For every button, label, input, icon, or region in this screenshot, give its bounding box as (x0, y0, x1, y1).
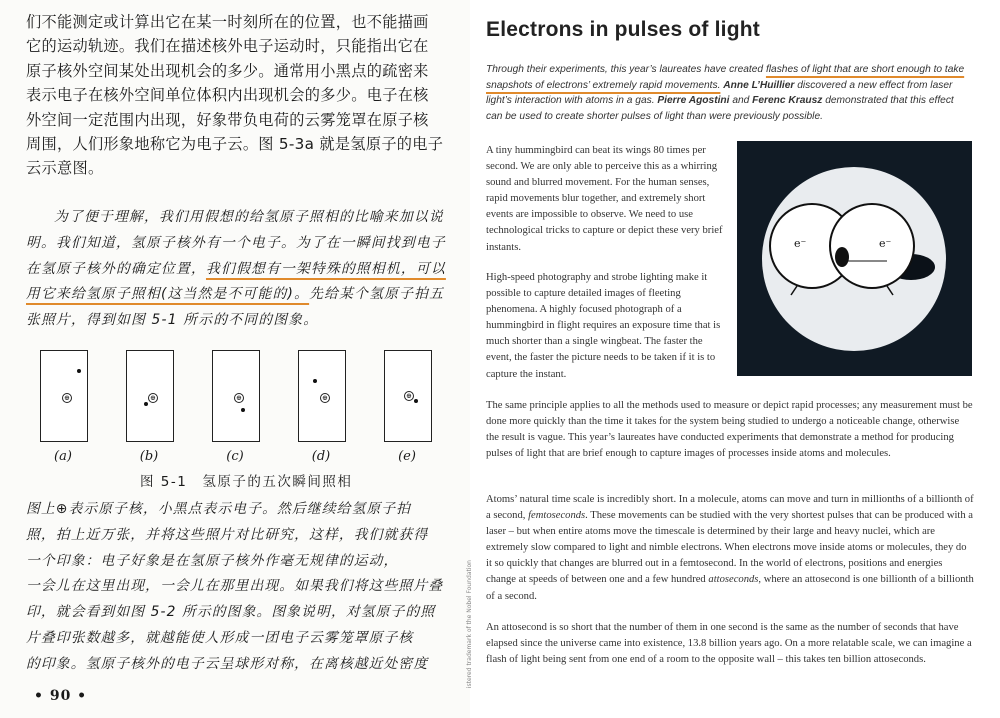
photo-label: (a) (54, 449, 72, 464)
paragraph-body (26, 205, 446, 334)
emphasized-term: femtoseconds (528, 510, 586, 522)
camera-analogy-paragraph (26, 205, 446, 334)
lead-paragraph (486, 62, 972, 124)
lead-text: and (729, 95, 753, 107)
nucleus-icon: ⊕ (148, 393, 158, 403)
figure-caption: 图 5-1 氢原子的五次瞬间照相 (140, 474, 353, 490)
body-paragraph: An attosecond is so short that the number of them in one second is the same as the number of seconds that have elapsed since the universe came into existence, 13.8 billion years ago. On a more relatable scale, we can imagine a flash of light being sent from one end of a room to the opposite wall – this takes ten billion attoseconds. (486, 622, 972, 666)
text-line: 一会儿在这里出现，一会儿在那里出现。如果我们将这些照片叠 (26, 578, 444, 595)
lead-text: demonstrated that this effect can be used to create shorter pulses of light than were previously possible. (486, 95, 954, 122)
text-line: 们不能测定或计算出它在某一时刻所在的位置，也不能描画 (26, 13, 429, 31)
photo-frame-d (298, 350, 346, 442)
body-paragraph: High-speed photography and strobe lighting make it possible to capture detailed images of fleeting phenomena. A highly focused photograph of a hummingbird in flight requires an exposure time that is much shorter than a single wingbeat. The faster the event, the faster the picture needs to be taken if it is to capture the instant. (486, 272, 721, 380)
text-line: 印，就会看到如图 5-2 所示的图象。图象说明，对氢原子的照 (26, 604, 436, 621)
laureate-name: Pierre Agostini (657, 95, 730, 107)
electron-clouds-image (737, 141, 972, 376)
article-title: Electrons in pulses of light (486, 18, 760, 41)
electron-sphere-right (830, 204, 914, 288)
photo-frame-c (212, 350, 260, 442)
electron-dot (144, 402, 148, 406)
text-line: 表示电子在核外空间单位体积内出现机会的多少。电子在核 (26, 86, 429, 105)
superposition-paragraph (26, 497, 446, 678)
photo-frame-e (384, 350, 432, 442)
underlined-sentence: 我们假想有一架特殊的照相机，可以用它来给氢原子照相(这当然是不可能的)。 (26, 260, 446, 303)
nucleus-icon: ⊕ (62, 393, 72, 403)
right-page (474, 0, 1000, 718)
paragraph-text: Atoms’ natural time scale is incredibly short. In a molecule, atoms can move and turn in millionths of a billionth of a second, (486, 494, 974, 522)
body-paragraph: A tiny hummingbird can beat its wings 80 times per second. We are only able to perceive this as a whirring sound and blurred movement. For the human senses, rapid movements blur together, and extremely short events are impossible to observe. We need to use technological tricks to capture or depict these very brief instants. (486, 145, 723, 253)
gutter-trademark-text: istered trademark of the Nobel Foundation (466, 560, 473, 689)
photo-frame-a (40, 350, 88, 442)
paragraph-text: . These movements can be studied with the very shortest pulses that can be produced with a laser – but when entire atoms move the timescale is determined by their large and heavy nuclei, which are extremely slow compared to light and nimble electrons. When electrons move inside atoms or molecules, they do it so quickly that changes are blurred out in a femtosecond. In the world of electrons, positions and energies change at speeds of between one and a few hundred (486, 510, 974, 586)
electron-illustration (737, 141, 972, 376)
text-line: 它的运动轨迹。我们在描述核外电子运动时，只能指出它在 (26, 37, 429, 56)
electron-dot (241, 408, 245, 412)
text-line: 原子核外空间某处出现机会的多少。通常用小黑点的疏密来 (26, 61, 429, 80)
text-line: 外空间一定范围内出现，好象带负电荷的云雾笼罩在原子核 (26, 110, 429, 129)
snout-shape (835, 247, 849, 267)
lead-highlight: flashes of light that are short enough to take snapshots of electrons’ extremely rapid movements. (486, 64, 965, 91)
nucleus-icon: ⊕ (320, 393, 330, 403)
paragraph-text: , where an attosecond is one billionth of a billionth of a second. (486, 574, 974, 602)
paragraph-text: 先给某个氢原子拍五张照片，得到如图 5-1 所示的不同的图象。 (26, 286, 445, 329)
photo-frame-b (126, 350, 174, 442)
photo-label: (b) (139, 449, 159, 464)
electron-dot (313, 379, 317, 383)
top-paragraph (26, 10, 446, 181)
text-line: 云示意图。 (26, 159, 104, 178)
text-line: 图上⊕表示原子核，小黑点表示电子。然后继续给氢原子拍 (26, 501, 412, 517)
electron-dot (77, 369, 81, 373)
nucleus-icon: ⊕ (404, 391, 414, 401)
emphasized-term: attoseconds (708, 574, 759, 586)
text-line: 周围，人们形象地称它为电子云。图 5-3a 就是氢原子的电子 (26, 135, 444, 154)
text-line: 片叠印张数越多，就越能使人形成一团电子云雾笼罩原子核 (26, 629, 414, 646)
left-page (0, 0, 473, 718)
figure-5-1-photos (40, 350, 432, 464)
body-paragraph (486, 492, 974, 605)
laureate-name: Anne L’Huillier (723, 79, 795, 91)
text-line: 照，拍上近万张，并将这些照片对比研究，这样，我们就获得 (26, 526, 429, 543)
photo-label: (d) (311, 449, 331, 464)
lead-text: discovered a new effect from laser light’s interaction with atoms in a gas. (486, 79, 953, 107)
laureate-name: Ferenc Krausz (752, 95, 823, 107)
photo-label: (e) (398, 449, 416, 464)
nucleus-icon: ⊕ (234, 393, 244, 403)
photo-label: (c) (226, 449, 244, 464)
electron-dot (414, 399, 418, 403)
paragraph-text: 为了便于理解，我们用假想的给氢原子照相的比喻来加以说明。我们知道，氢原子核外有一个电子。为了在一瞬间找到电子在氢原子核外的确定位置， (26, 209, 446, 277)
body-paragraph: The same principle applies to all the methods used to measure or depict rapid processes; any measurement must be done more quickly than the time it takes for the system being studied to undergo a noticeable change, otherwise the result is vague. This year’s laureates have conducted experiments that demonstrate a method for producing pulses of light that are brief enough to capture images of processes inside atoms and molecules. (486, 400, 973, 460)
lead-text: Through their experiments, this year’s laureates have created (486, 64, 766, 75)
text-line: 一个印象：电子好象是在氢原子核外作毫无规律的运动， (26, 552, 399, 569)
electron-label-right: e⁻ (879, 237, 892, 250)
text-line: 的印象。氢原子核外的电子云呈球形对称，在离核越近处密度 (26, 655, 429, 672)
page-number: • 90 • (34, 688, 88, 704)
electron-label-left: e⁻ (794, 237, 807, 250)
